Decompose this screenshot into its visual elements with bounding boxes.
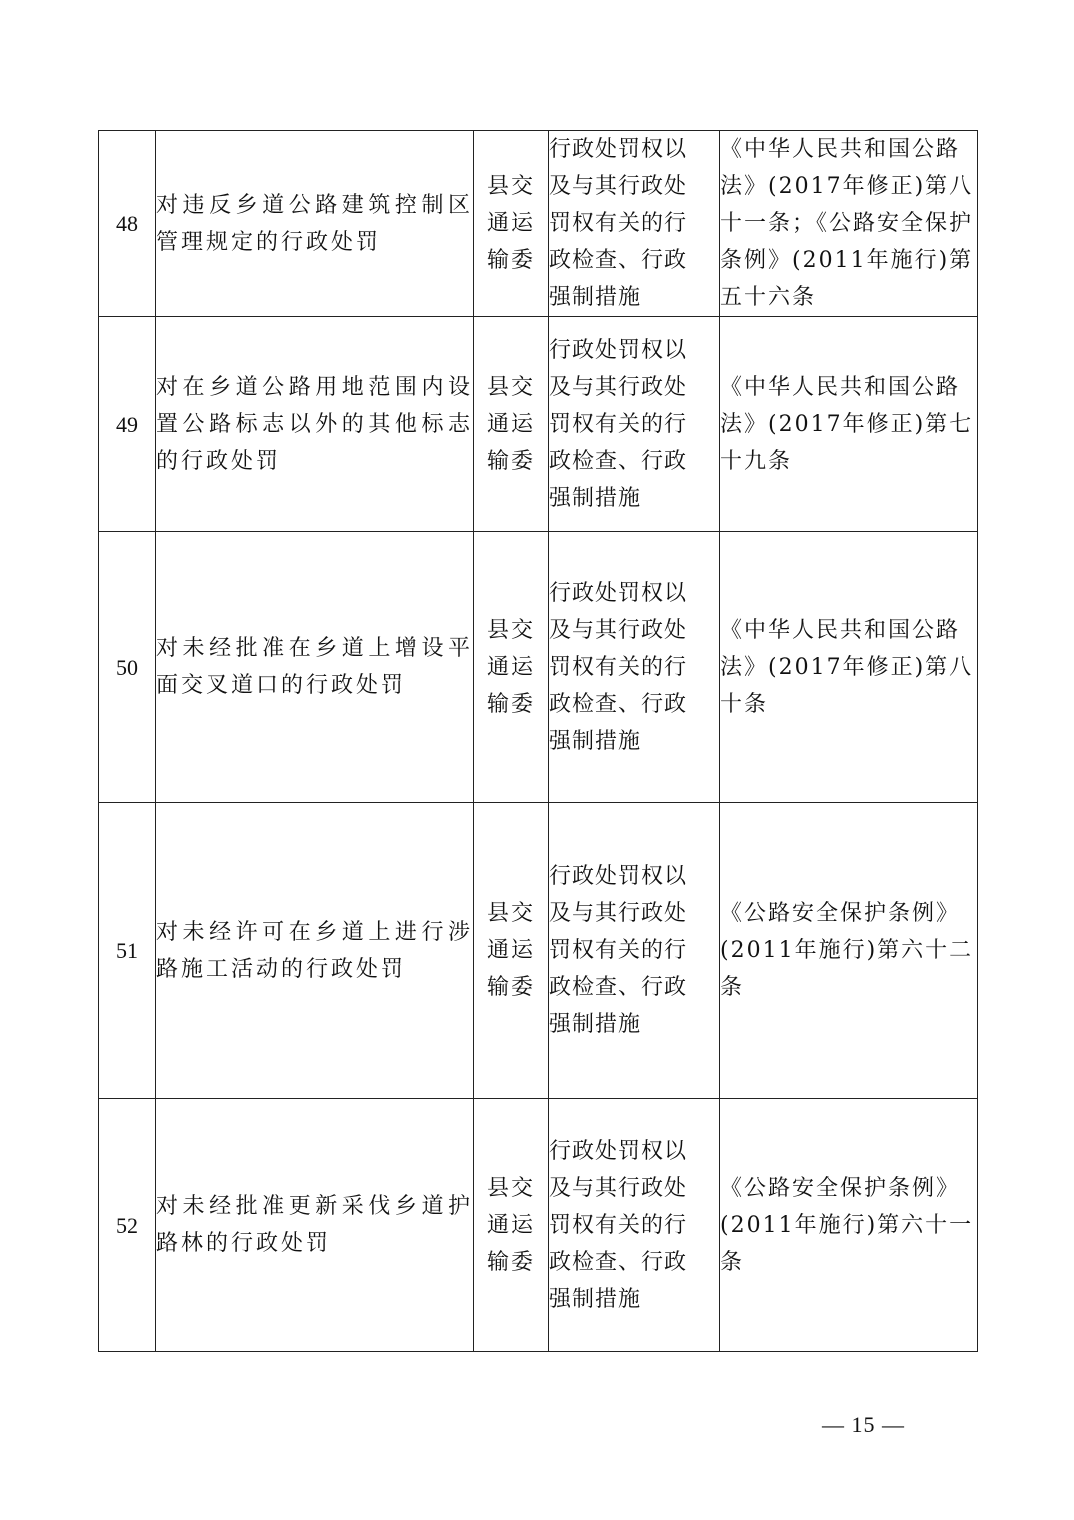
department-line: 县交	[486, 617, 535, 643]
scope-line: 政检查、行政	[549, 975, 688, 1000]
scope-line: 及与其行政处	[549, 901, 688, 926]
scope-line: 及与其行政处	[549, 617, 688, 643]
scope-line: 政检查、行政	[549, 1249, 688, 1275]
department-line: 输委	[486, 248, 535, 273]
power-scope	[549, 131, 720, 317]
department	[474, 1099, 549, 1352]
item-name: 对未经许可在乡道上进行涉路施工活动的行政处罚	[156, 803, 474, 1099]
legal-basis: 《中华人民共和国公路法》(2017年修正)第八十一条；《公路安全保护条例》(2011年施行)第五十六条	[720, 131, 978, 317]
department-line: 县交	[486, 901, 535, 926]
legal-basis: 《公路安全保护条例》(2011年施行)第六十二条	[720, 803, 978, 1099]
table-row	[99, 1099, 978, 1352]
table-row	[99, 131, 978, 317]
row-number: 52	[99, 1099, 156, 1352]
scope-line: 政检查、行政	[549, 448, 688, 474]
power-scope	[549, 803, 720, 1099]
item-name: 对违反乡道公路建筑控制区管理规定的行政处罚	[156, 131, 474, 317]
scope-line: 强制措施	[549, 1286, 642, 1312]
item-name: 对未经批准更新采伐乡道护路林的行政处罚	[156, 1099, 474, 1352]
department	[474, 317, 549, 532]
department-line: 通运	[486, 938, 535, 963]
table-row	[99, 317, 978, 532]
department-line: 通运	[486, 1212, 535, 1238]
row-number: 48	[99, 131, 156, 317]
scope-line: 行政处罚权以	[549, 864, 688, 889]
department-line: 输委	[486, 448, 535, 474]
department-line: 输委	[486, 975, 535, 1000]
scope-line: 强制措施	[549, 485, 642, 511]
scope-line: 罚权有关的行	[549, 211, 688, 236]
scope-line: 强制措施	[549, 285, 642, 310]
scope-line: 强制措施	[549, 728, 642, 754]
scope-line: 政检查、行政	[549, 248, 688, 273]
legal-basis: 《公路安全保护条例》(2011年施行)第六十一条	[720, 1099, 978, 1352]
scope-line: 行政处罚权以	[549, 137, 688, 162]
scope-line: 强制措施	[549, 1012, 642, 1037]
legal-basis: 《中华人民共和国公路法》(2017年修正)第八十条	[720, 532, 978, 803]
department	[474, 131, 549, 317]
table-row	[99, 803, 978, 1099]
scope-line: 及与其行政处	[549, 374, 688, 400]
department	[474, 803, 549, 1099]
scope-line: 罚权有关的行	[549, 654, 688, 680]
legal-basis: 《中华人民共和国公路法》(2017年修正)第七十九条	[720, 317, 978, 532]
power-scope	[549, 317, 720, 532]
department-line: 县交	[486, 1175, 535, 1201]
table-row	[99, 532, 978, 803]
item-name: 对在乡道公路用地范围内设置公路标志以外的其他标志的行政处罚	[156, 317, 474, 532]
department-line: 通运	[486, 654, 535, 680]
department-line: 通运	[486, 411, 535, 437]
power-scope	[549, 532, 720, 803]
department-line: 输委	[486, 1249, 535, 1275]
page-number: — 15 —	[822, 1412, 905, 1437]
scope-line: 行政处罚权以	[549, 580, 688, 606]
department-line: 县交	[486, 174, 535, 199]
department-line: 通运	[486, 211, 535, 236]
power-scope	[549, 1099, 720, 1352]
department-line: 输委	[486, 691, 535, 717]
penalty-table	[98, 130, 978, 1352]
scope-line: 罚权有关的行	[549, 411, 688, 437]
row-number: 49	[99, 317, 156, 532]
scope-line: 及与其行政处	[549, 174, 688, 199]
department	[474, 532, 549, 803]
row-number: 51	[99, 803, 156, 1099]
department-line: 县交	[486, 374, 535, 400]
row-number: 50	[99, 532, 156, 803]
item-name: 对未经批准在乡道上增设平面交叉道口的行政处罚	[156, 532, 474, 803]
scope-line: 行政处罚权以	[549, 337, 688, 363]
scope-line: 罚权有关的行	[549, 1212, 688, 1238]
scope-line: 政检查、行政	[549, 691, 688, 717]
scope-line: 及与其行政处	[549, 1175, 688, 1201]
scope-line: 行政处罚权以	[549, 1138, 688, 1164]
scope-line: 罚权有关的行	[549, 938, 688, 963]
